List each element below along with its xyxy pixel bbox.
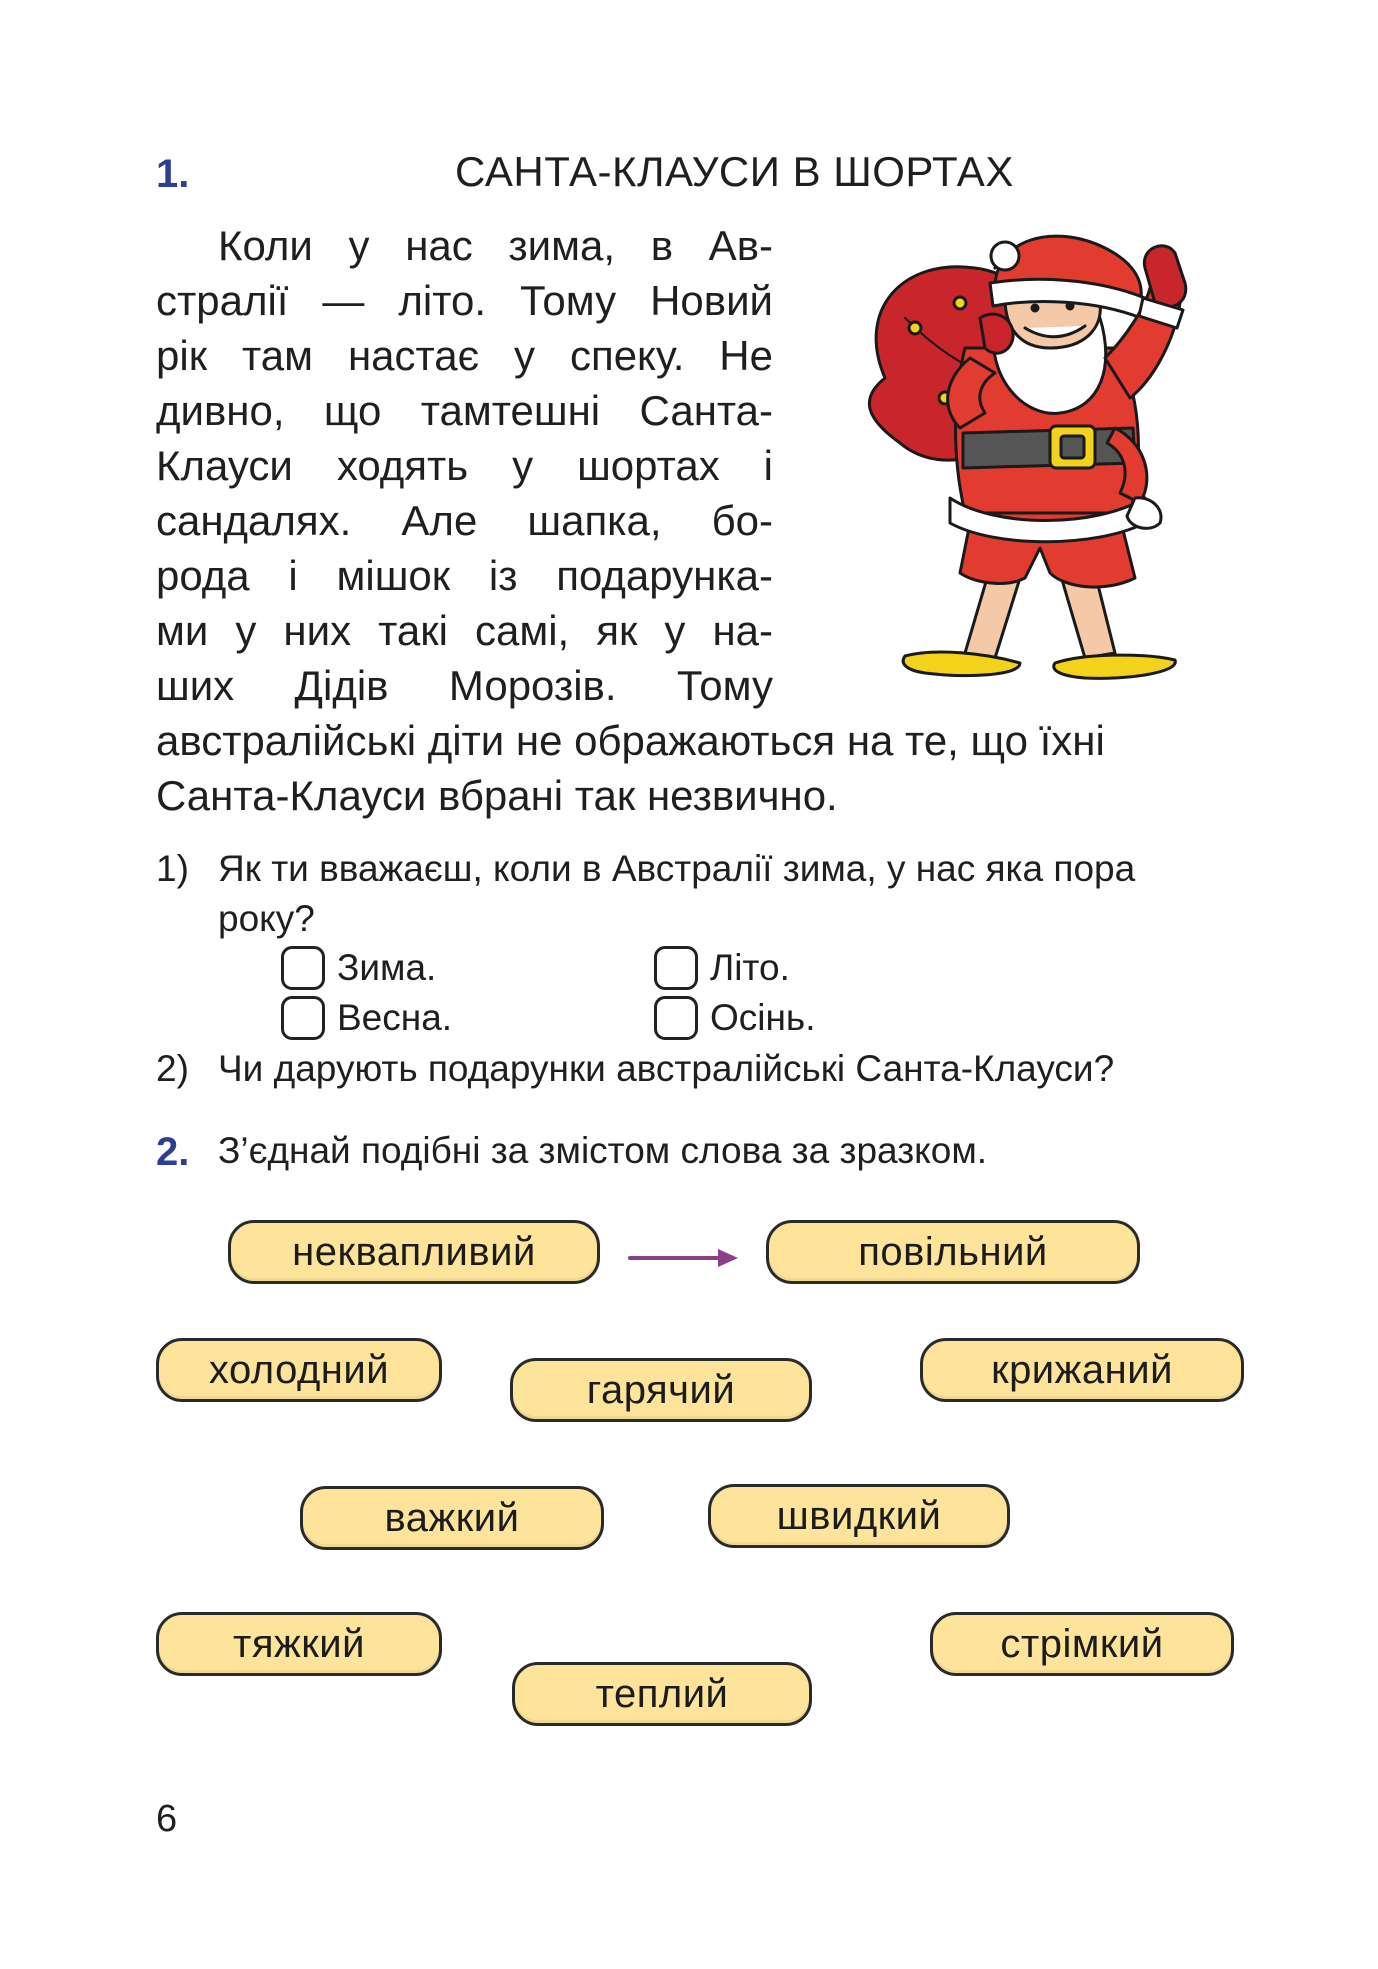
word-card[interactable]: холодний	[156, 1338, 442, 1402]
word-card[interactable]: важкий	[300, 1486, 604, 1550]
word-card[interactable]: теплий	[512, 1662, 812, 1726]
option-label: Зима.	[337, 947, 437, 988]
option-label: Осінь.	[710, 997, 816, 1038]
story-line: дивно, що тамтешні Санта-	[156, 387, 773, 434]
checkbox[interactable]	[281, 996, 325, 1040]
question-2-number: 2)	[156, 1048, 189, 1089]
question-1-text: Як ти вважаєш, коли в Австралії зима, у нас яка пора	[218, 848, 1136, 889]
story-line: ших Дідів Морозів. Тому	[156, 662, 773, 709]
word-card[interactable]: гарячий	[510, 1358, 812, 1422]
option-autumn[interactable]	[654, 996, 816, 1040]
story-line: рік там настає у спеку. Не	[156, 332, 773, 379]
word-example-from[interactable]: неквапливий	[228, 1220, 600, 1284]
word-card[interactable]: швидкий	[708, 1484, 1010, 1548]
checkbox[interactable]	[654, 946, 698, 990]
question-2-text: Чи дарують подарунки австралійські Санта-Клауси?	[218, 1048, 1115, 1089]
checkbox[interactable]	[281, 946, 325, 990]
option-label: Весна.	[337, 997, 453, 1038]
word-card[interactable]: стрімкий	[930, 1612, 1234, 1676]
story-line: Коли у нас зима, в Ав-	[218, 222, 773, 269]
task-number: 1.	[156, 152, 190, 196]
checkbox[interactable]	[654, 996, 698, 1040]
page-number: 6	[156, 1798, 178, 1840]
task-2-number: 2.	[156, 1130, 190, 1174]
question-1-number: 1)	[156, 848, 189, 889]
arrow-right-icon	[628, 1246, 740, 1270]
word-card[interactable]: тяжкий	[156, 1612, 442, 1676]
word-example-to[interactable]: повільний	[766, 1220, 1140, 1284]
story-line: рода і мішок із подарунка-	[156, 552, 773, 599]
task-2-instruction: З’єднай подібні за змістом слова за зразком.	[218, 1130, 988, 1171]
story-line: австралійські діти не ображаються на те, що їхні	[156, 717, 1105, 764]
santa-claus-in-shorts-icon	[845, 228, 1225, 703]
question-1-text-cont: року?	[218, 898, 315, 939]
story-line: стралії — літо. Тому Новий	[156, 277, 773, 324]
story-line: ми у них такі самі, як у на-	[156, 607, 773, 654]
task-title: САНТА-КЛАУСИ В ШОРТАХ	[455, 148, 1014, 195]
story-line: Клауси ходять у шортах і	[156, 442, 773, 489]
story-line: Санта-Клауси вбрані так незвично.	[156, 772, 838, 819]
option-winter[interactable]	[281, 946, 436, 990]
word-card[interactable]: крижаний	[920, 1338, 1244, 1402]
option-label: Літо.	[710, 947, 790, 988]
story-line: сандалях. Але шапка, бо-	[156, 497, 773, 544]
option-spring[interactable]	[281, 996, 452, 1040]
option-summer[interactable]	[654, 946, 790, 990]
